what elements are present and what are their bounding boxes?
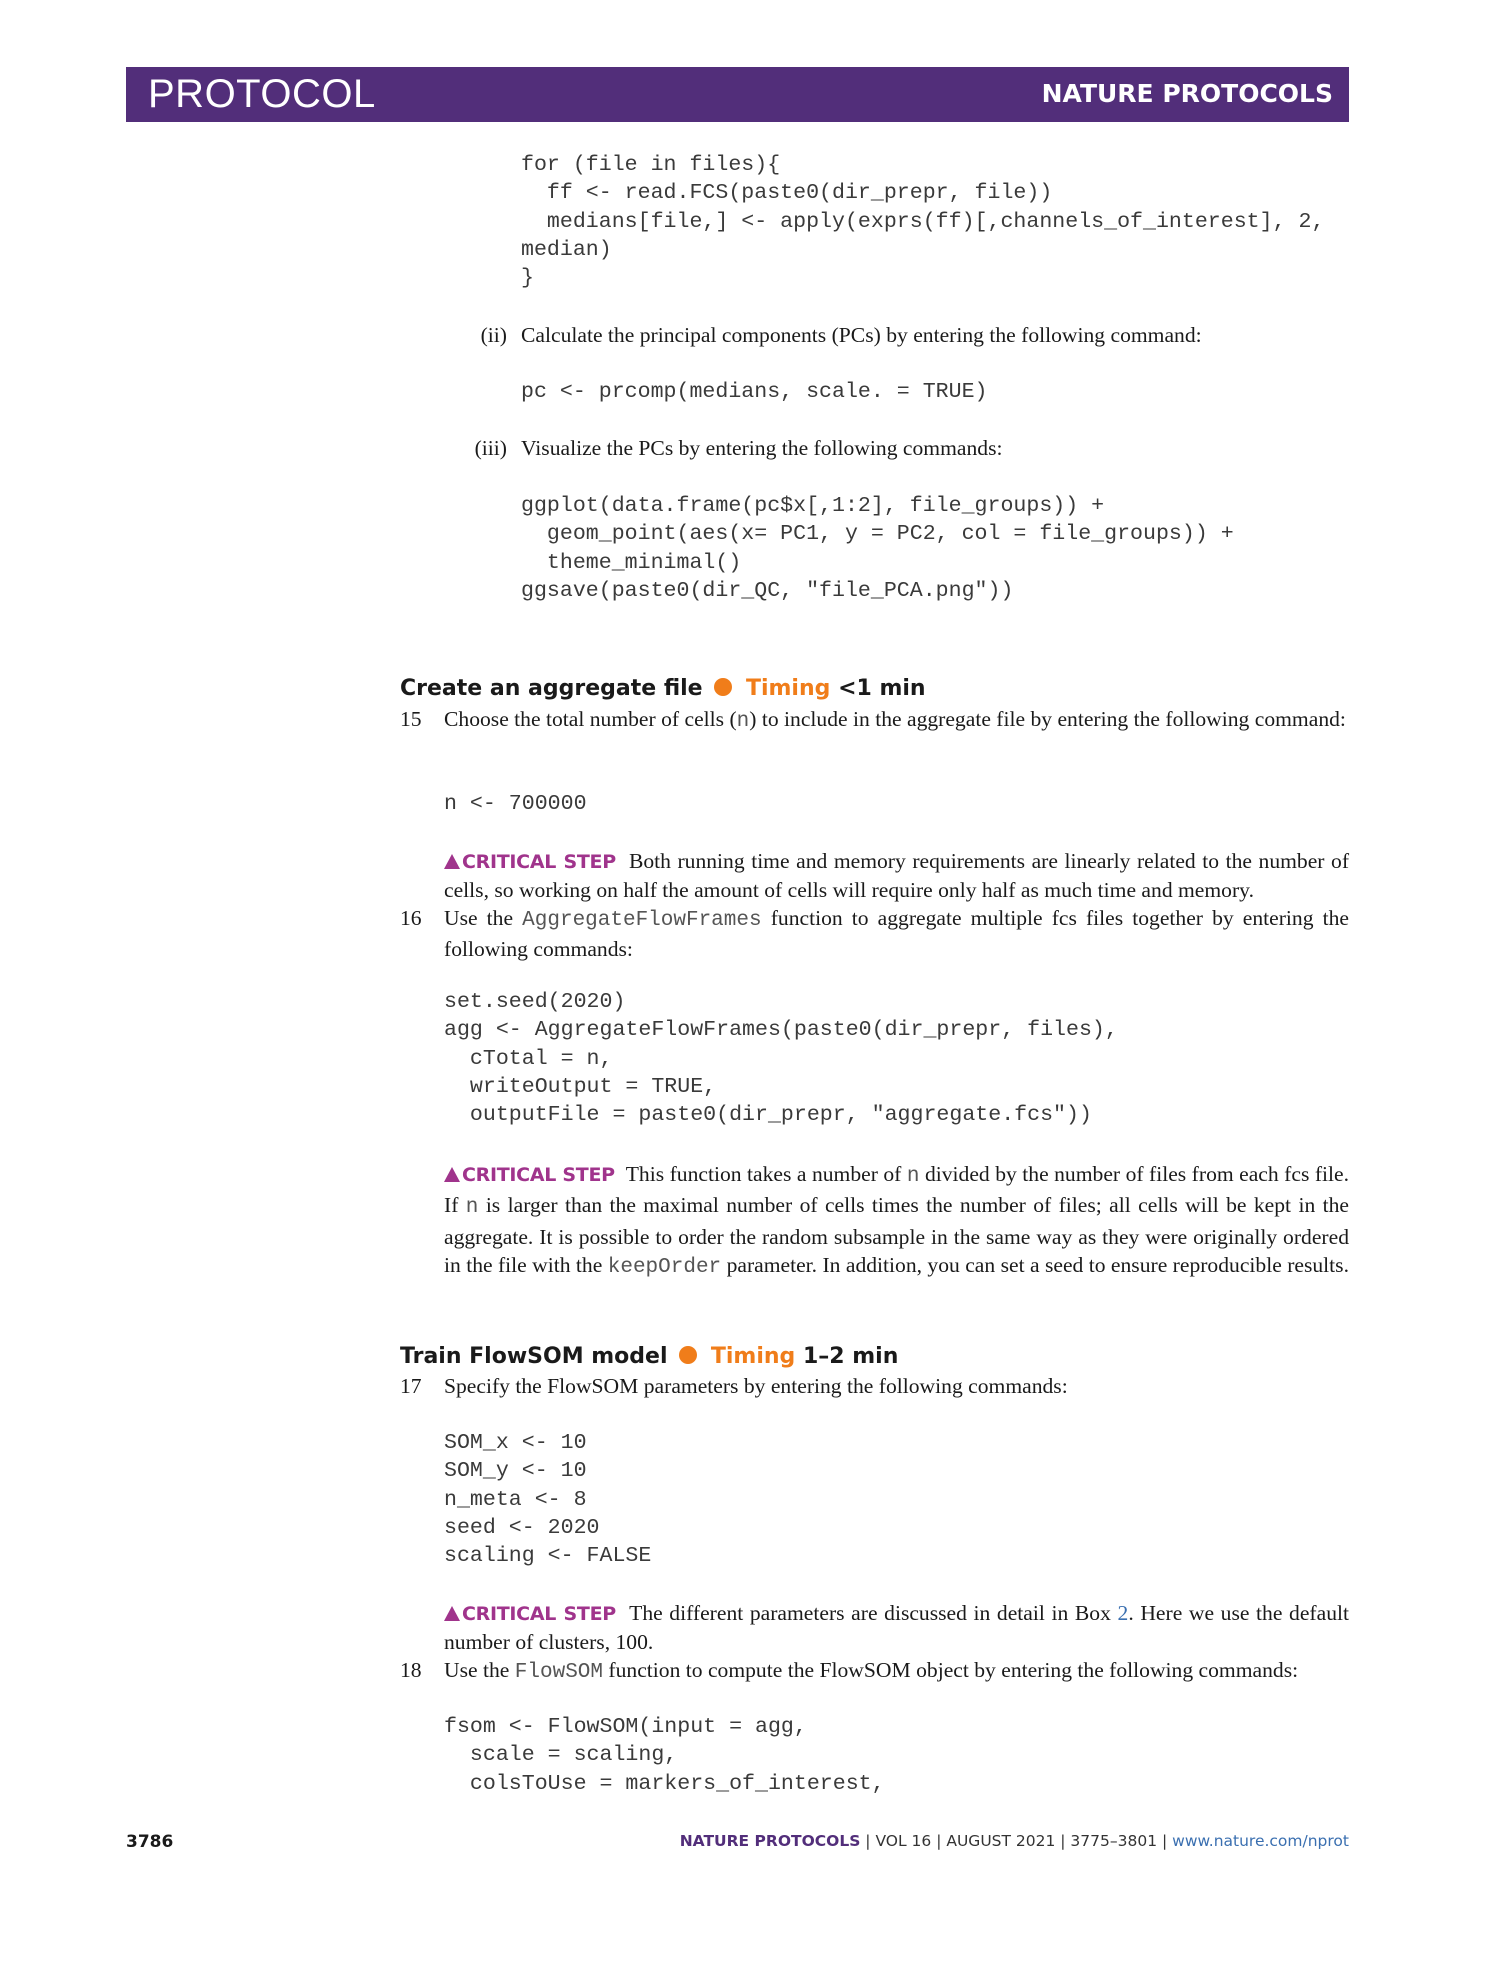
code-block-medians: for (file in files){ ff <- read.FCS(paste0(dir_prepr, file)) medians[file,] <- apply(exprs(ff)[,channels_of_interest], 2, median) } bbox=[521, 153, 1325, 291]
box-reference-link[interactable]: 2 bbox=[1117, 1601, 1129, 1625]
inline-code: FlowSOM bbox=[514, 1661, 603, 1684]
timing-dot-icon bbox=[714, 678, 732, 696]
footer-citation: NATURE PROTOCOLS | VOL 16 | AUGUST 2021 | 3775–3801 | www.nature.com/nprot bbox=[679, 1832, 1349, 1850]
header-banner bbox=[126, 67, 1349, 122]
step-text: Use the FlowSOM function to compute the FlowSOM object by entering the following commands: bbox=[444, 1658, 1299, 1684]
critical-step-label: CRITICAL STEP bbox=[444, 1603, 616, 1625]
page-number: 3786 bbox=[126, 1832, 174, 1852]
warning-triangle-icon bbox=[444, 1606, 460, 1621]
substep-text: Calculate the principal components (PCs) by entering the following command: bbox=[521, 323, 1202, 347]
footer-pages: 3775–3801 bbox=[1070, 1832, 1158, 1850]
code-block-aggregate: set.seed(2020) agg <- AggregateFlowFrames(paste0(dir_prepr, files), cTotal = n, writeOutput = TRUE, outputFile = paste0(dir_prepr, "aggregate.fcs")) bbox=[444, 990, 1118, 1128]
section-label: PROTOCOL bbox=[148, 72, 376, 116]
warning-triangle-icon bbox=[444, 1167, 460, 1182]
inline-code: AggregateFlowFrames bbox=[522, 909, 762, 932]
footer-journal: NATURE PROTOCOLS bbox=[679, 1832, 861, 1850]
code-block-flowsom: fsom <- FlowSOM(input = agg, scale = scaling, colsToUse = markers_of_interest, bbox=[444, 1715, 885, 1796]
substep-number: (iii) bbox=[474, 436, 507, 460]
step-number: 17 bbox=[400, 1374, 422, 1398]
substep-text: Visualize the PCs by entering the following commands: bbox=[521, 436, 1003, 460]
code-block-params: SOM_x <- 10 SOM_y <- 10 n_meta <- 8 seed <- 2020 scaling <- FALSE bbox=[444, 1431, 652, 1569]
critical-step-note: CRITICAL STEP The different parameters are discussed in detail in Box 2. Here we use the default number of clusters, 100. bbox=[444, 1601, 1349, 1655]
code-block-prcomp: pc <- prcomp(medians, scale. = TRUE) bbox=[521, 380, 988, 404]
code-block-ggplot: ggplot(data.frame(pc$x[,1:2], file_groups)) + geom_point(aes(x= PC1, y = PC2, col = file_groups)) + theme_minimal() ggsave(paste0(dir_QC, "file_PCA.png")) bbox=[521, 494, 1234, 603]
inline-code: keepOrder bbox=[607, 1255, 722, 1279]
footer-volume: VOL 16 bbox=[875, 1832, 932, 1850]
step-number: 15 bbox=[400, 707, 422, 731]
footer-date: AUGUST 2021 bbox=[946, 1832, 1056, 1850]
step-text: Choose the total number of cells (n) to include in the aggregate file by entering the following command: bbox=[444, 707, 1346, 733]
section-title: Create an aggregate file bbox=[400, 676, 703, 701]
section-title: Train FlowSOM model bbox=[400, 1344, 668, 1369]
section-heading-train bbox=[400, 1342, 898, 1372]
inline-code: n bbox=[906, 1165, 920, 1188]
step-text: Specify the FlowSOM parameters by entering the following commands: bbox=[444, 1374, 1068, 1398]
warning-triangle-icon bbox=[444, 854, 460, 869]
critical-step-note: CRITICAL STEP This function takes a number of n divided by the number of files from each fcs file. If n is larger than the maximal number of cells times the number of files; all cells will be kept in the aggregate. It is possible to order the random subsample in the same way as they were originally ordered in the file with the keepOrder parameter. In addition, you can set a seed to ensure reproducible results. bbox=[444, 1162, 1350, 1279]
inline-code: n bbox=[465, 1196, 479, 1220]
inline-code: n bbox=[736, 710, 750, 733]
journal-name: NATURE PROTOCOLS bbox=[1041, 79, 1333, 108]
step-number: 18 bbox=[400, 1658, 422, 1682]
timing-dot-icon bbox=[679, 1346, 697, 1364]
substep-number: (ii) bbox=[480, 323, 507, 347]
timing-value: <1 min bbox=[838, 676, 926, 701]
section-heading-aggregate bbox=[400, 674, 926, 704]
timing-value: 1–2 min bbox=[802, 1344, 899, 1369]
critical-step-label: CRITICAL STEP bbox=[444, 851, 616, 873]
critical-step-note: CRITICAL STEP Both running time and memory requirements are linearly related to the number of cells, so working on half the amount of cells will require only half as much time and memory. bbox=[444, 849, 1350, 903]
step-text: Use the AggregateFlowFrames function to aggregate multiple fcs files together by entering the following commands: bbox=[444, 906, 1349, 962]
timing-label: Timing bbox=[745, 676, 831, 701]
critical-step-label: CRITICAL STEP bbox=[444, 1164, 615, 1186]
footer-url-link[interactable]: www.nature.com/nprot bbox=[1172, 1832, 1349, 1850]
timing-label: Timing bbox=[710, 1344, 796, 1369]
code-block-n: n <- 700000 bbox=[444, 792, 587, 816]
step-number: 16 bbox=[400, 906, 422, 930]
